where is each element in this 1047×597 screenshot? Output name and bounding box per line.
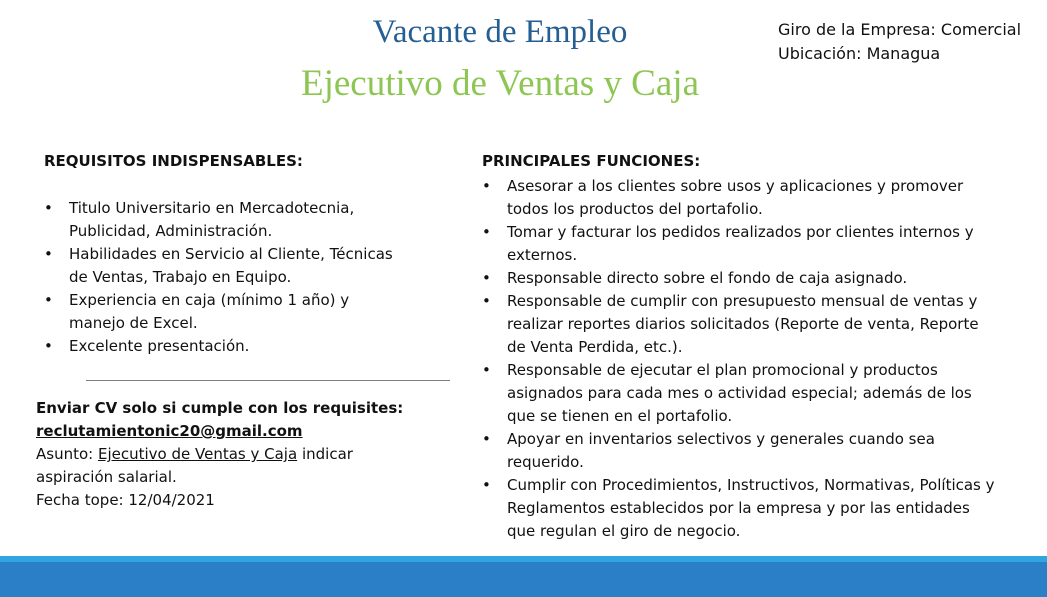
application-email-link[interactable]: reclutamientonic20@gmail.com (36, 422, 303, 440)
vacancy-title: Vacante de Empleo (372, 14, 628, 50)
function-item: • Asesorar a los clientes sobre usos y aplicaciones y promover todos los productos del portafolio. (482, 175, 977, 221)
application-info (36, 397, 416, 512)
job-title: Ejecutivo de Ventas y Caja (301, 63, 699, 104)
application-subject (36, 443, 416, 489)
requirement-item: • Habilidades en Servicio al Cliente, Técnicas de Ventas, Trabajo en Equipo. (44, 243, 399, 289)
footer-bar-dark (0, 562, 1047, 597)
application-deadline: Fecha tope: 12/04/2021 (36, 491, 215, 509)
subject-prefix: Asunto: (36, 445, 94, 463)
function-item: • Responsable directo sobre el fondo de caja asignado. (482, 267, 1007, 290)
company-info (778, 18, 1021, 66)
requirement-item: • Excelente presentación. (44, 335, 424, 358)
application-instruction: Enviar CV solo si cumple con los requisites: (36, 399, 404, 417)
function-item: • Cumplir con Procedimientos, Instructivos, Normativas, Políticas y Reglamentos establecidos por la empresa y por las entidades que regulan el giro de negocio. (482, 474, 1002, 543)
requirement-item: • Titulo Universitario en Mercadotecnia, Publicidad, Administración. (44, 197, 369, 243)
company-location: Ubicación: Managua (778, 44, 941, 63)
subject-text: Ejecutivo de Ventas y Caja (97, 445, 298, 463)
requirement-item: • Experiencia en caja (mínimo 1 año) y manejo de Excel. (44, 289, 369, 335)
requirements-heading: REQUISITOS INDISPENSABLES: (44, 152, 303, 170)
company-type: Giro de la Empresa: Comercial (778, 20, 1022, 39)
functions-heading: PRINCIPALES FUNCIONES: (482, 152, 701, 170)
function-item: • Responsable de cumplir con presupuesto mensual de ventas y realizar reportes diarios solicitados (Reporte de venta, Reporte de Venta Perdida, etc.). (482, 290, 997, 359)
requirements-list (44, 197, 424, 358)
divider (86, 380, 450, 381)
function-item: • Responsable de ejecutar el plan promocional y productos asignados para cada mes o actividad especial; además de los que se tienen en el portafolio. (482, 359, 982, 428)
functions-list (482, 175, 1007, 543)
function-item: • Tomar y facturar los pedidos realizados por clientes internos y externos. (482, 221, 992, 267)
function-item: • Apoyar en inventarios selectivos y generales cuando sea requerido. (482, 428, 947, 474)
subject-suffix: indicar aspiración salarial. (36, 445, 353, 486)
